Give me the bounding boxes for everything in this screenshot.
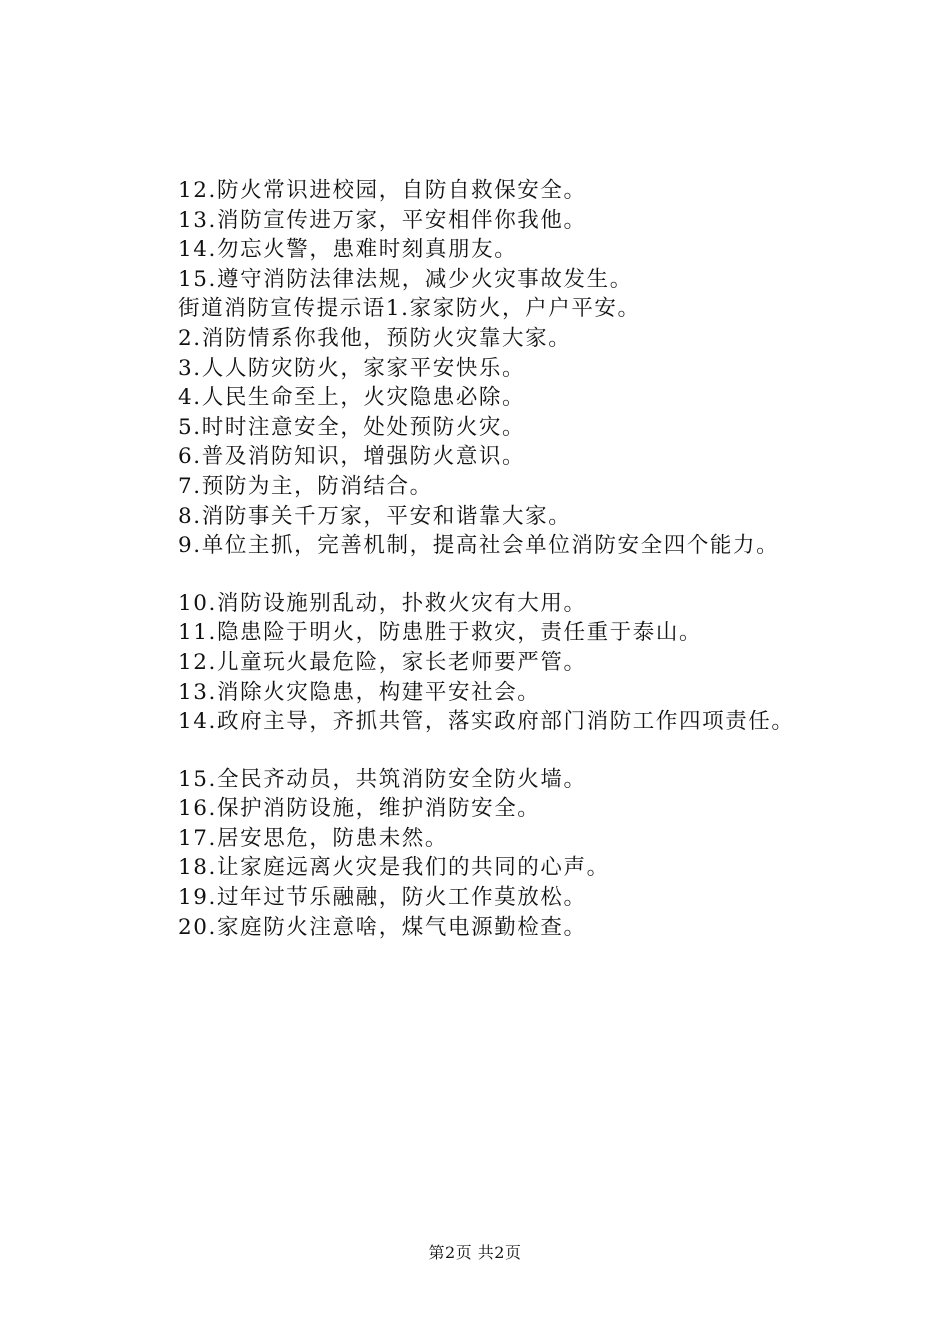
text-line: 17.居安思危，防患未然。: [178, 825, 448, 851]
text-line: 15.遵守消防法律法规，减少火灾事故发生。: [178, 266, 633, 292]
section-heading-line: 街道消防宣传提示语1.家家防火，户户平安。: [178, 296, 641, 322]
text-line: 18.让家庭远离火灾是我们的共同的心声。: [178, 855, 610, 881]
text-line: 12.儿童玩火最危险，家长老师要严管。: [178, 649, 587, 675]
text-line: 9.单位主抓，完善机制，提高社会单位消防安全四个能力。: [178, 533, 780, 559]
text-line: 14.政府主导，齐抓共管，落实政府部门消防工作四项责任。: [178, 709, 795, 735]
text-line: 19.过年过节乐融融，防火工作莫放松。: [178, 885, 587, 911]
text-line: 4.人民生命至上，火灾隐患必除。: [178, 385, 526, 411]
text-line: 13.消除火灾隐患，构建平安社会。: [178, 679, 541, 705]
text-line: 16.保护消防设施，维护消防安全。: [178, 796, 541, 822]
text-line: 6.普及消防知识，增强防火意识。: [178, 444, 526, 470]
text-line: 20.家庭防火注意啥，煤气电源勤检查。: [178, 914, 587, 940]
text-line: 8.消防事关千万家，平安和谐靠大家。: [178, 503, 572, 529]
text-line: 5.时时注意安全，处处预防火灾。: [178, 414, 526, 440]
text-line: 3.人人防灾防火，家家平安快乐。: [178, 355, 526, 381]
text-line: 15.全民齐动员，共筑消防安全防火墙。: [178, 766, 587, 792]
text-line: 12.防火常识进校园，自防自救保安全。: [178, 178, 587, 203]
text-line: 14.勿忘火警，患难时刻真朋友。: [178, 237, 518, 263]
text-line: 10.消防设施别乱动，扑救火灾有大用。: [178, 590, 587, 616]
paragraph-gap: [178, 737, 878, 765]
document-body: [178, 176, 878, 942]
text-line: 7.预防为主，防消结合。: [178, 473, 433, 499]
paragraph-gap: [178, 561, 878, 589]
page-footer: 第2页 共2页: [428, 1243, 522, 1262]
text-line: 11.隐患险于明火，防患胜于救灾，责任重于泰山。: [178, 620, 703, 646]
text-line: 13.消防宣传进万家，平安相伴你我他。: [178, 207, 587, 233]
text-line: 2.消防情系你我他，预防火灾靠大家。: [178, 325, 572, 351]
